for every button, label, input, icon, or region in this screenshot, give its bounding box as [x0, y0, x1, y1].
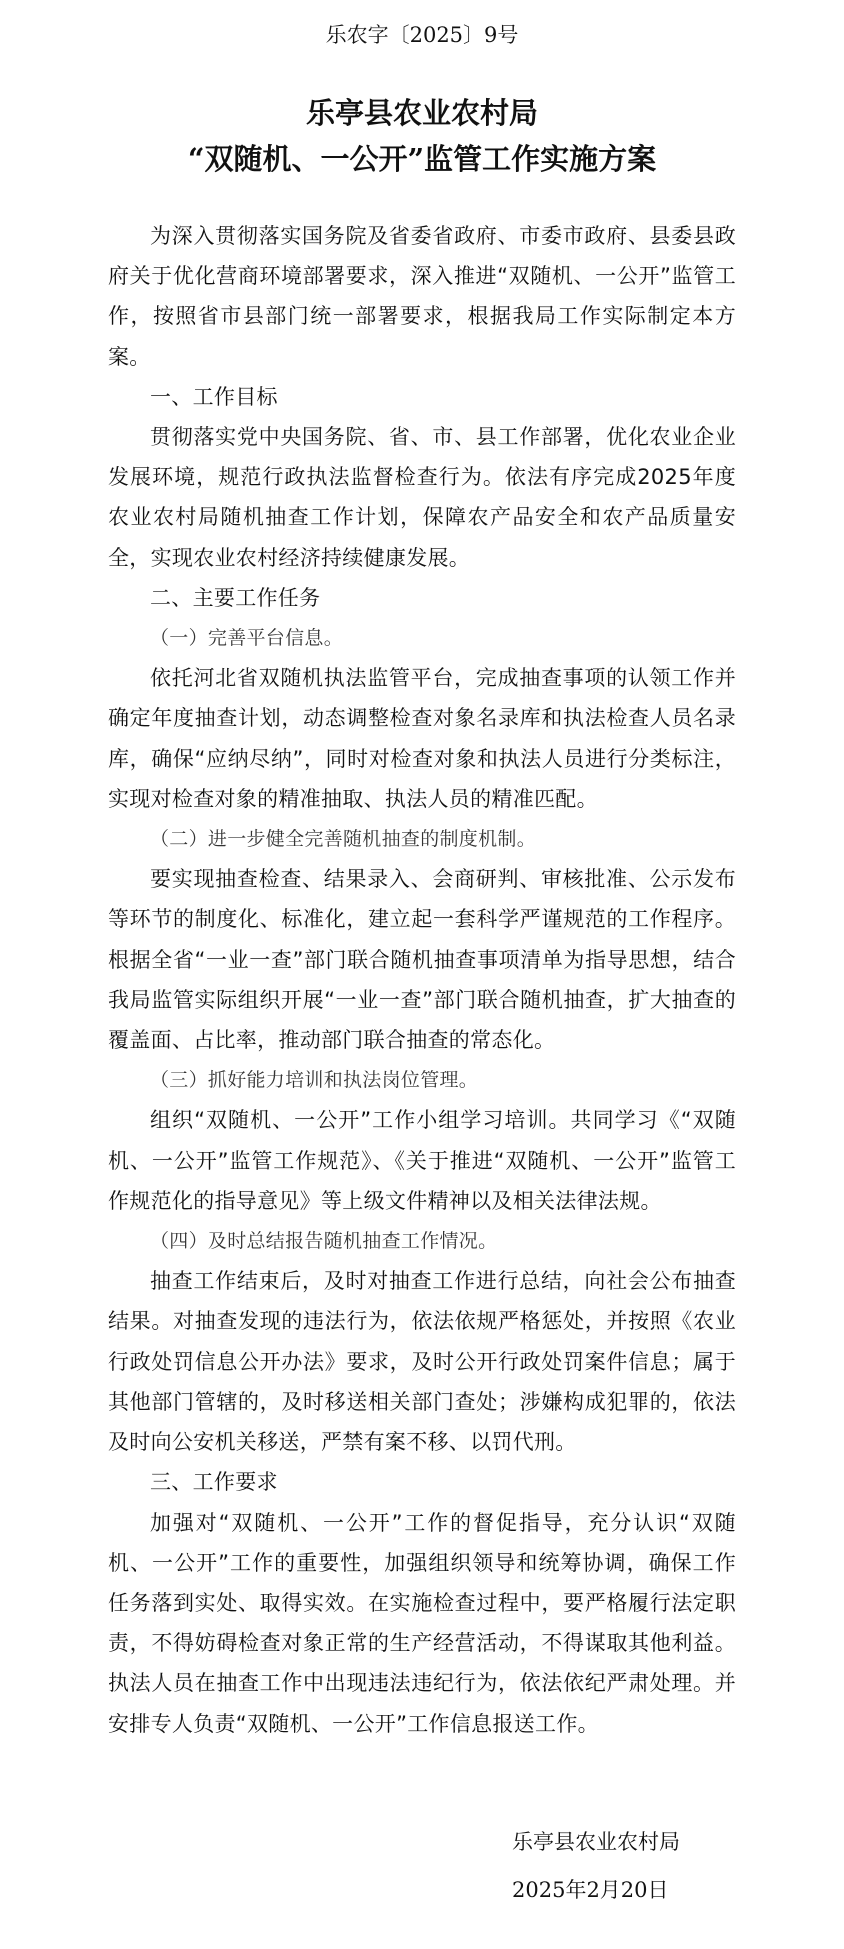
title-issuer: 乐亭县农业农村局	[305, 96, 538, 130]
body-paragraph: 依托河北省双随机执法监管平台，完成抽查事项的认领工作并确定年度抽查计划，动态调整检查对象名录库和执法检查人员名录库，确保“应纳尽纳”，同时对检查对象和执法人员进行分类标注，实现对检查对象的精准抽取、执法人员的精准匹配。	[108, 666, 736, 811]
title-subject: “双随机、一公开”监管工作实施方案	[187, 142, 657, 176]
subsection-heading: （三）抓好能力培训和执法岗位管理。	[150, 1069, 479, 1092]
subsection-heading: （一）完善平台信息。	[150, 627, 344, 650]
body-paragraph: 加强对“双随机、一公开”工作的督促指导，充分认识“双随机、一公开”工作的重要性，加强组织领导和统筹协调，确保工作任务落到实处、取得实效。在实施检查过程中，要严格履行法定职责，不得妨碍检查对象正常的生产经营活动，不得谋取其他利益。执法人员在抽查工作中出现违法违纪行为，依法依纪严肃处理。并安排专人负责“双随机、一公开”工作信息报送工作。	[108, 1510, 736, 1736]
subsection-heading: （二）进一步健全完善随机抽查的制度机制。	[150, 828, 537, 851]
body-paragraph: 贯彻落实党中央国务院、省、市、县工作部署，优化农业企业发展环境，规范行政执法监督检查行为。依法有序完成2025年度农业农村局随机抽查工作计划，保障农产品安全和农产品质量安全，实现农业农村经济持续健康发展。	[108, 425, 736, 570]
subsection-heading: （四）及时总结报告随机抽查工作情况。	[150, 1230, 498, 1253]
section-heading: 三、工作要求	[150, 1470, 278, 1495]
signature-organization: 乐亭县农业农村局	[512, 1830, 680, 1854]
body-paragraph: 抽查工作结束后，及时对抽查工作进行总结，向社会公布抽查结果。对抽查发现的违法行为，依法依规严格惩处，并按照《农业行政处罚信息公开办法》要求，及时公开行政处罚案件信息；属于其他部门管辖的，及时移送相关部门查处；涉嫌构成犯罪的，依法及时向公安机关移送，严禁有案不移、以罚代刑。	[108, 1269, 736, 1455]
body-paragraph: 组织“双随机、一公开”工作小组学习培训。共同学习《“双随机、一公开”监管工作规范》、《关于推进“双随机、一公开”监管工作规范化的指导意见》等上级文件精神以及相关法律法规。	[108, 1108, 736, 1213]
document-number: 乐农字〔2025〕9号	[325, 23, 519, 47]
section-heading: 二、主要工作任务	[150, 585, 321, 610]
section-heading: 一、工作目标	[150, 384, 278, 409]
document-body	[108, 216, 736, 1744]
body-paragraph: 要实现抽查检查、结果录入、会商研判、审核批准、公示发布等环节的制度化、标准化，建立起一套科学严谨规范的工作程序。根据全省“一业一查”部门联合随机抽查事项清单为指导思想，结合我局监管实际组织开展“一业一查”部门联合随机抽查，扩大抽查的覆盖面、占比率，推动部门联合抽查的常态化。	[108, 867, 736, 1053]
intro-paragraph: 为深入贯彻落实国务院及省委省政府、市委市政府、县委县政府关于优化营商环境部署要求，深入推进“双随机、一公开”监管工作，按照省市县部门统一部署要求，根据我局工作实际制定本方案。	[108, 224, 736, 369]
signature-date: 2025年2月20日	[512, 1878, 669, 1902]
